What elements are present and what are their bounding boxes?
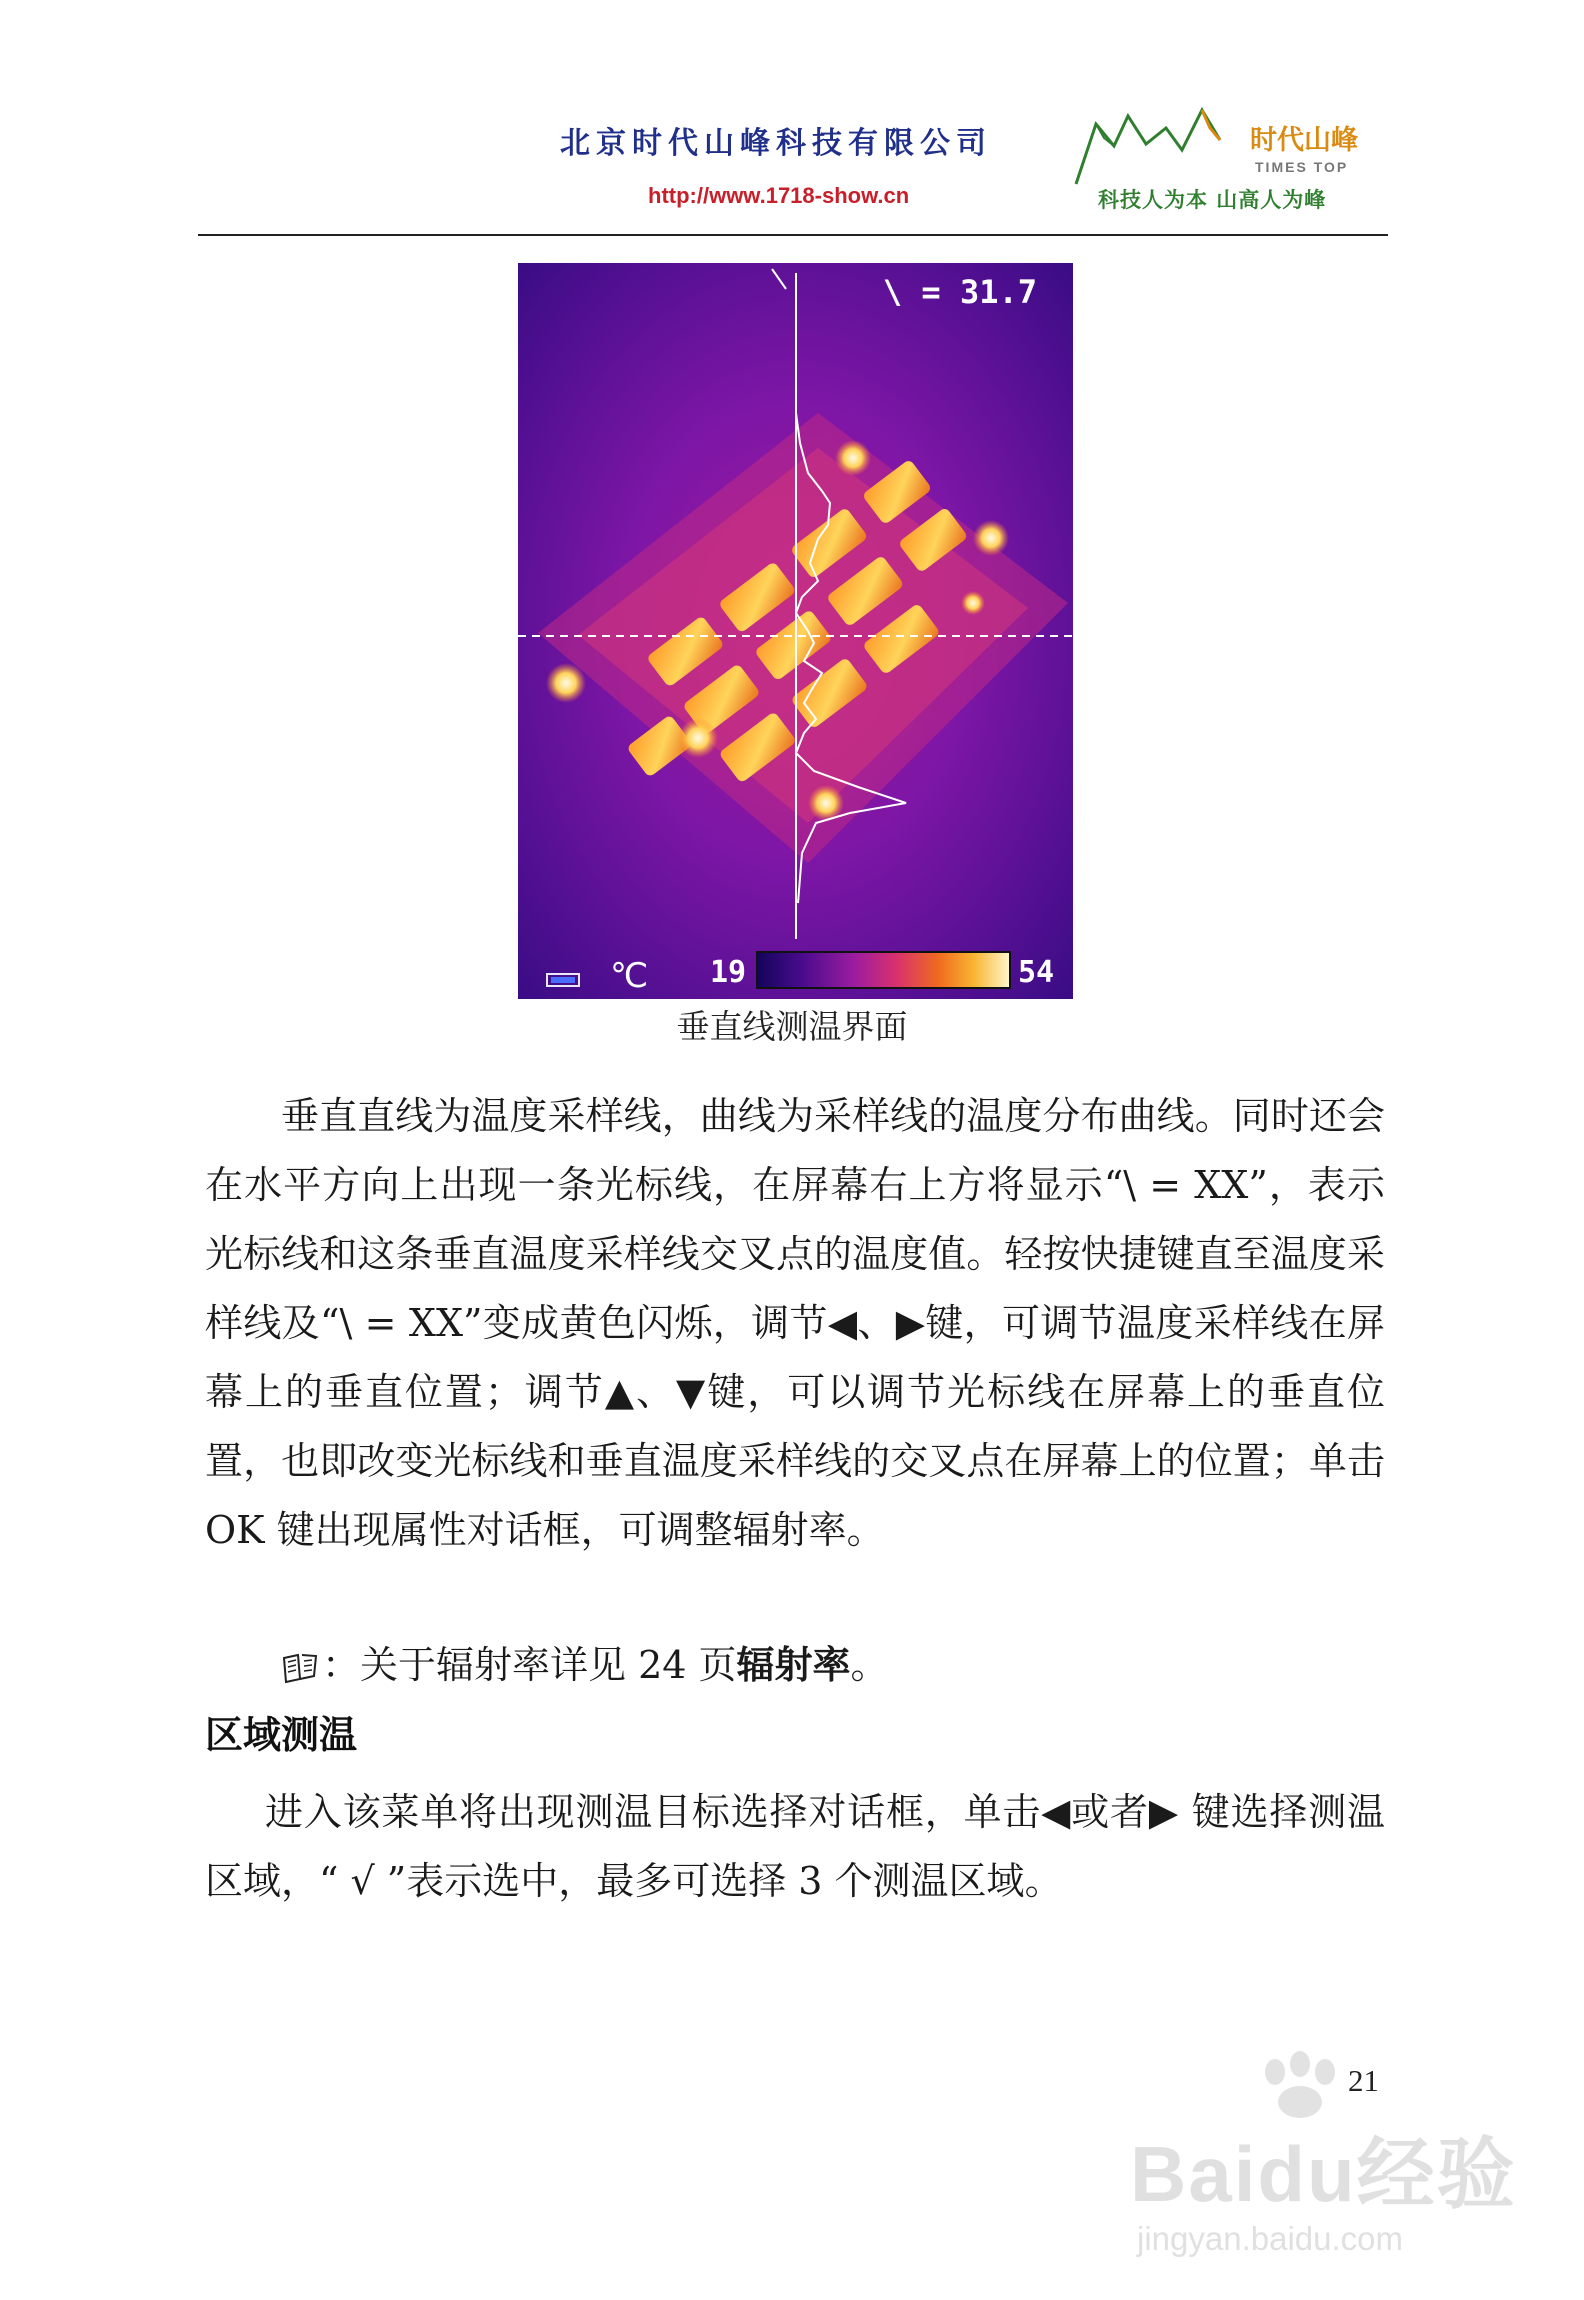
color-scale-bar bbox=[756, 951, 1011, 989]
note-link-emissivity: 辐射率 bbox=[736, 1642, 851, 1687]
scale-max-label: 54 bbox=[1018, 955, 1055, 990]
logo-slogan: 科技人为本 山高人为峰 bbox=[1098, 187, 1327, 212]
baidu-watermark bbox=[1125, 2050, 1517, 2280]
paragraph-area-measurement: 进入该菜单将出现测温目标选择对话框，单击◀或者▶ 键选择测温区域，“ √ ”表示选中，最多可选择 3 个测温区域。 bbox=[205, 1790, 1385, 1903]
company-url[interactable]: http://www.1718-show.cn bbox=[648, 183, 910, 208]
logo-name: 时代山峰 bbox=[1250, 125, 1358, 156]
thermal-scene bbox=[518, 263, 1073, 999]
header-divider bbox=[198, 234, 1388, 236]
figure-caption: 垂直线测温界面 bbox=[676, 1007, 908, 1046]
unit-label: ℃ bbox=[610, 956, 649, 996]
note-suffix: 。 bbox=[850, 1643, 889, 1687]
note-line bbox=[280, 1634, 889, 1689]
logo-english: TIMES TOP bbox=[1255, 159, 1349, 175]
paragraph-vertical-line: 垂直直线为温度采样线，曲线为采样线的温度分布曲线。同时还会在水平方向上出现一条光标线，在屏幕右上方将显示“\ = XX”，表示光标线和这条垂直温度采样线交叉点的温度值。轻按快捷键直至温度采样线及“\ = XX”变成黄色闪烁，调节◀、▶键，可调节温度采样线在屏幕上的垂直位置；调节▲、▼键，可以调节光标线在屏幕上的垂直位置，也即改变光标线和垂直温度采样线的交叉点在屏幕上的位置；单击 OK 键出现属性对话框，可调整辐射率。 bbox=[205, 1094, 1385, 1552]
mountain-logo-icon bbox=[1070, 106, 1250, 186]
scale-min-label: 19 bbox=[710, 955, 747, 990]
note-text: ：关于辐射率详见 24 页 bbox=[322, 1643, 737, 1687]
paw-icon bbox=[1245, 2050, 1355, 2120]
book-icon bbox=[280, 1652, 320, 1684]
thermal-image bbox=[518, 263, 1073, 999]
watermark-url: jingyan.baidu.com bbox=[1137, 2220, 1403, 2257]
temperature-readout: \ = 31.7 bbox=[882, 273, 1037, 311]
company-logo bbox=[1070, 100, 1390, 220]
watermark-text: Baidu经验 bbox=[1130, 2130, 1517, 2218]
page-number: 21 bbox=[1348, 2063, 1379, 2098]
battery-icon bbox=[546, 973, 580, 987]
company-name: 北京时代山峰科技有限公司 bbox=[560, 126, 992, 161]
section-title: 区域测温 bbox=[205, 1713, 358, 1757]
